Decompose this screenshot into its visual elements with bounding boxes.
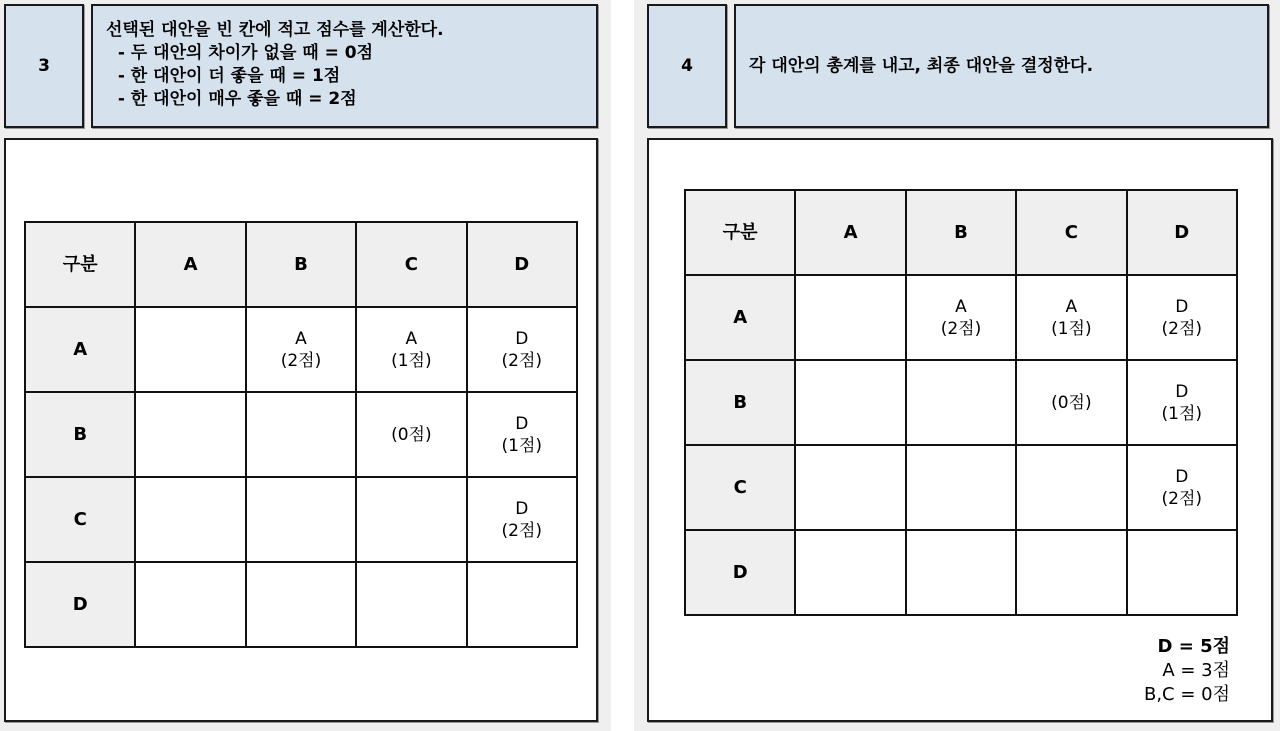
table-cell: [1016, 445, 1126, 530]
cell-text: (2점): [501, 520, 543, 541]
table-row: [25, 562, 577, 647]
cell-text: A: [955, 296, 967, 317]
table-cell: [795, 275, 905, 360]
table-cell: [906, 530, 1016, 615]
table-cell: [467, 307, 577, 392]
table-header-row: [25, 222, 577, 307]
table-cell: [1127, 360, 1237, 445]
step-3-number: [4, 4, 84, 128]
column-header: A: [795, 190, 905, 275]
cell-text: D: [515, 328, 529, 349]
total-line: B,C = 0점: [1143, 684, 1230, 705]
table-cell: [1127, 445, 1237, 530]
table-cell: [135, 477, 245, 562]
table-cell: [246, 392, 356, 477]
table-cell: [135, 562, 245, 647]
step-3-panel: [0, 0, 611, 731]
step-4-panel: [634, 0, 1280, 731]
instruction-line: - 두 대안의 차이가 없을 때 = 0점: [106, 43, 374, 63]
cell-text: (1점): [501, 435, 543, 456]
column-header: B: [246, 222, 356, 307]
table-cell: [356, 392, 466, 477]
total-line: A = 3점: [1162, 660, 1230, 681]
table-cell: [1016, 530, 1126, 615]
column-header: B: [906, 190, 1016, 275]
table-cell: [246, 562, 356, 647]
table-cell: [1127, 530, 1237, 615]
cell-text: (1점): [1161, 403, 1203, 424]
table-cell: [356, 562, 466, 647]
table-row: [685, 360, 1237, 445]
cell-text: (2점): [280, 350, 322, 371]
column-header: D: [467, 222, 577, 307]
total-line: D = 5점: [1157, 636, 1230, 657]
instruction-line: - 한 대안이 더 좋을 때 = 1점: [106, 66, 341, 86]
table-cell: [795, 530, 905, 615]
instruction-line: 각 대안의 총계를 내고, 최종 대안을 결정한다.: [749, 55, 1094, 76]
cell-text: D: [1175, 381, 1189, 402]
column-header: C: [1016, 190, 1126, 275]
table-cell: [467, 477, 577, 562]
table-cell: [467, 392, 577, 477]
step-4-instruction: [734, 4, 1269, 128]
column-header: C: [356, 222, 466, 307]
row-header: D: [685, 530, 795, 615]
table-cell: [795, 360, 905, 445]
table-cell: [467, 562, 577, 647]
table-row: [25, 477, 577, 562]
instruction-line: - 한 대안이 매우 좋을 때 = 2점: [106, 89, 357, 109]
table-cell: [356, 477, 466, 562]
cell-text: A: [405, 328, 418, 349]
row-header: C: [685, 445, 795, 530]
table-cell: [1127, 275, 1237, 360]
cell-text: D: [515, 498, 529, 519]
step-number-text: 3: [38, 56, 50, 76]
step-4-number: [647, 4, 727, 128]
pairwise-comparison-table: [684, 189, 1238, 616]
table-cell: [1016, 275, 1126, 360]
corner-header: 구분: [25, 222, 135, 307]
cell-text: (0점): [391, 424, 432, 445]
cell-text: D: [1175, 296, 1189, 317]
cell-text: (1점): [1051, 318, 1092, 339]
cell-text: A: [295, 328, 307, 349]
totals-summary: [1144, 635, 1230, 707]
row-header: D: [25, 562, 135, 647]
pairwise-comparison-table: [24, 221, 578, 648]
cell-text: D: [515, 413, 529, 434]
table-cell: [1016, 360, 1126, 445]
table-cell: [246, 307, 356, 392]
table-cell: [795, 445, 905, 530]
cell-text: (2점): [940, 318, 982, 339]
table-cell: [135, 392, 245, 477]
table-row: [685, 530, 1237, 615]
cell-text: (0점): [1051, 392, 1092, 413]
corner-header: 구분: [685, 190, 795, 275]
table-cell: [906, 445, 1016, 530]
row-header: C: [25, 477, 135, 562]
cell-text: A: [1065, 296, 1078, 317]
row-header: A: [685, 275, 795, 360]
cell-text: D: [1175, 466, 1189, 487]
instruction-line: 선택된 대안을 빈 칸에 적고 점수를 계산한다.: [106, 20, 444, 40]
row-header: B: [25, 392, 135, 477]
row-header: A: [25, 307, 135, 392]
column-header: A: [135, 222, 245, 307]
cell-text: (1점): [391, 350, 432, 371]
step-3-instruction: [91, 4, 598, 128]
step-number-text: 4: [681, 56, 693, 76]
cell-text: (2점): [1161, 318, 1203, 339]
column-header: D: [1127, 190, 1237, 275]
table-header-row: [685, 190, 1237, 275]
row-header: B: [685, 360, 795, 445]
table-cell: [906, 275, 1016, 360]
table-row: [685, 445, 1237, 530]
table-row: [25, 392, 577, 477]
table-row: [685, 275, 1237, 360]
table-cell: [906, 360, 1016, 445]
cell-text: (2점): [501, 350, 543, 371]
table-row: [25, 307, 577, 392]
cell-text: (2점): [1161, 488, 1203, 509]
table-cell: [246, 477, 356, 562]
table-cell: [356, 307, 466, 392]
table-cell: [135, 307, 245, 392]
